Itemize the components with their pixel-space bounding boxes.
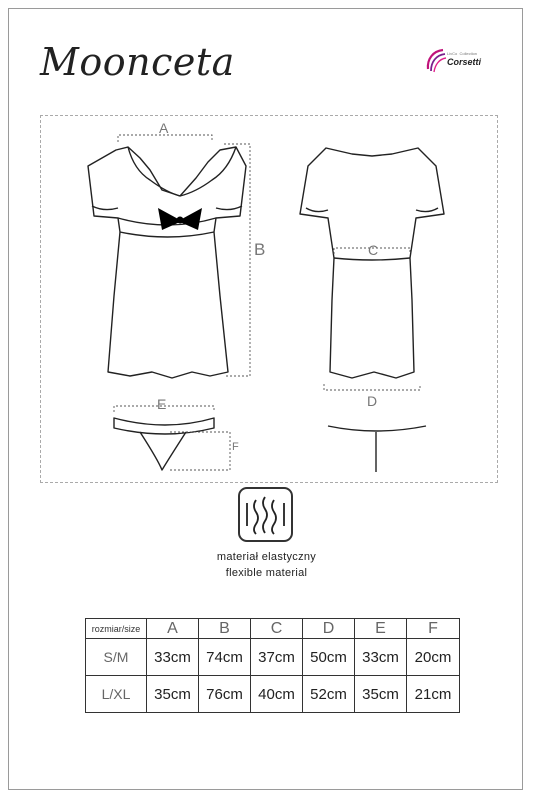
table-cell: 33cm <box>355 639 407 676</box>
table-cell: 50cm <box>303 639 355 676</box>
table-row <box>86 676 460 713</box>
table-cell: 52cm <box>303 676 355 713</box>
size-label: L/XL <box>86 676 147 713</box>
front-thong-drawing <box>114 418 214 470</box>
logo-line1: LivCo <box>447 51 458 56</box>
size-label: S/M <box>86 639 147 676</box>
column-header-e: E <box>355 619 407 639</box>
back-thong-drawing <box>328 426 426 472</box>
table-cell: 21cm <box>407 676 460 713</box>
table-cell: 35cm <box>147 676 199 713</box>
size-table-header <box>86 619 460 639</box>
size-table <box>85 618 460 713</box>
stretch-material-icon <box>238 487 293 542</box>
table-cell: 40cm <box>251 676 303 713</box>
label-f: F <box>232 441 239 453</box>
label-e: E <box>157 396 167 412</box>
label-d: D <box>367 393 378 409</box>
label-a: A <box>159 120 169 136</box>
label-c: C <box>368 242 379 258</box>
size-table-corner: rozmiar/size <box>86 619 147 639</box>
table-row <box>86 639 460 676</box>
column-header-f: F <box>407 619 460 639</box>
table-cell: 20cm <box>407 639 460 676</box>
column-header-d: D <box>303 619 355 639</box>
column-header-a: A <box>147 619 199 639</box>
column-header-b: B <box>199 619 251 639</box>
column-header-c: C <box>251 619 303 639</box>
table-cell: 35cm <box>355 676 407 713</box>
table-cell: 37cm <box>251 639 303 676</box>
material-text-pl: materiał elastyczny <box>216 551 317 563</box>
material-text-en: flexible material <box>225 567 308 579</box>
logo-line2: Corsetti <box>447 57 482 67</box>
brand-name: Moonceta <box>40 40 235 84</box>
table-cell: 76cm <box>199 676 251 713</box>
logo-line1-small: Collection <box>459 51 478 56</box>
front-chemise-drawing <box>88 147 246 378</box>
table-cell: 74cm <box>199 639 251 676</box>
table-cell: 33cm <box>147 639 199 676</box>
label-b: B <box>254 240 266 259</box>
back-chemise-drawing <box>300 148 444 378</box>
